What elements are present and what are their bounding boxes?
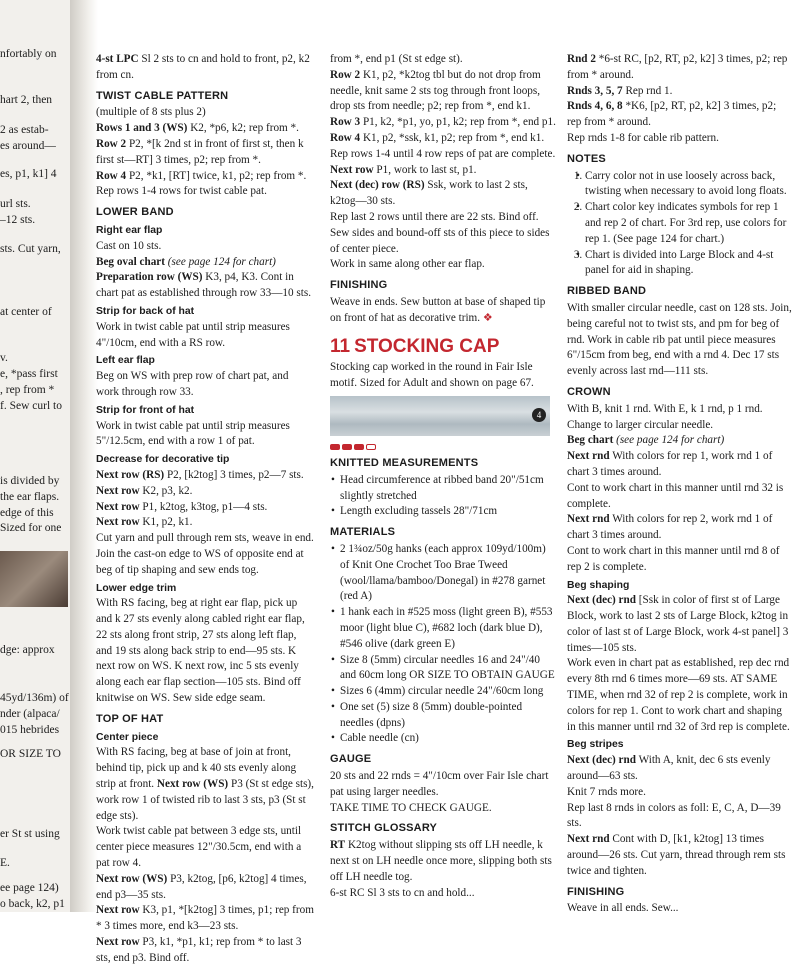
prev-line: OR SIZE TO [0, 748, 61, 760]
page-badge-icon: 4 [532, 408, 546, 422]
end-mark-icon: ❖ [482, 311, 493, 324]
paragraph: Next row K3, p1, *[k2tog] 3 times, p1; rep from * 3 times more, end k3—23 sts. [96, 904, 314, 933]
notes-list [567, 169, 793, 280]
paragraph: With smaller circular needle, cast on 128 sts. Join, being careful not to twist sts, and pm for beg of rnd. Work in cable rib pat until piece measures 6"/15cm from beg, end with a rnd 4. Dec 17 sts evenly across last rnd—111 sts. [567, 301, 792, 378]
paragraph: Next row K2, p3, k2. [96, 484, 193, 497]
measurements-list [330, 473, 556, 520]
paragraph: Next row P1, work to last st, p1. [330, 163, 477, 176]
prev-line: ee page 124) [0, 882, 59, 894]
section-heading: TWIST CABLE PATTERN [96, 89, 229, 102]
prev-line: dge: approx [0, 644, 55, 656]
paragraph: Next rnd Cont with D, [k1, k2tog] 13 times around—26 sts. Cut yarn, thread through rem sts twice and tighten. [567, 833, 786, 877]
paragraph: Next rnd With colors for rep 2, work rnd 1 of chart 3 times around. [567, 513, 773, 542]
list-item: • Head circumference at ribbed band 20"/51cm slightly stretched [340, 473, 556, 505]
paragraph: Beg on WS with prep row of chart pat, and work through row 33. [96, 370, 289, 398]
paragraph: Next rnd With colors for rep 1, work rnd 1 of chart 3 times around. [567, 450, 773, 478]
prev-line: sts. Cut yarn, [0, 243, 61, 255]
sub-heading: Right ear flap [96, 224, 163, 236]
list-item: • 2. Chart color key indicates symbols for rep 1 and rep 2 of chart. For 3rd rep, use colors for rep 1. (See page 124 for chart.) [585, 200, 793, 247]
list-item: • 1. Carry color not in use loosely across back, twisting when necessary to avoid long floats. [585, 169, 793, 201]
list-item: • 2 1¾oz/50g hanks (each approx 109yd/100m) of Knit One Crochet Too Brae Tweed (wool/llama/bamboo/Donegal) in #278 garnet (red A) [340, 542, 556, 605]
sub-heading: Left ear flap [96, 355, 155, 367]
paragraph: Row 4 P2, *k1, [RT] twice, k1, p2; rep from *. Rep rows 1-4 rows for twist cable pat. [96, 169, 307, 198]
paragraph: Weave in ends. Sew button at base of shaped tip on front of hat as decorative trim. ❖ [330, 295, 546, 324]
prev-line: o back, k2, p1 [0, 898, 65, 910]
prev-line: , rep from * [0, 384, 55, 396]
section-heading: STITCH GLOSSARY [330, 822, 438, 835]
prev-line: nfortably on [0, 48, 57, 60]
pattern-photo [330, 396, 550, 436]
paragraph: Next row (WS) P3, k2tog, [p6, k2tog] 4 times, end p3—35 sts. [96, 872, 307, 901]
prev-line: 015 hebrides [0, 724, 60, 736]
column-3 [567, 52, 793, 917]
paragraph: Row 2 K1, p2, *k2tog tbl but do not drop from needle, knit same 2 sts tog through front loops, drop sts from needle; p2; rep from *, end k1. [330, 68, 541, 113]
prev-line: 45yd/136m) of [0, 692, 69, 704]
paragraph: Stocking cap worked in the round in Fair Isle motif. Sized for Adult and shown on page 67. [330, 361, 534, 390]
paragraph: Work in twist cable pat until strip measures 5"/12.5cm, end with a row 1 of pat. [96, 419, 290, 448]
paragraph: from *, end p1 (St st edge st). [330, 53, 463, 65]
materials-list [330, 542, 556, 747]
prev-photo [0, 551, 68, 607]
prev-line: the ear flaps. [0, 491, 60, 503]
paragraph: 6-st RC Sl 3 sts to cn and hold... [330, 886, 475, 899]
list-item: • Length excluding tassels 28"/71cm [340, 504, 556, 520]
skill-level-icon [330, 444, 556, 450]
paragraph: (multiple of 8 sts plus 2) [96, 106, 206, 119]
paragraph: Cont to work chart in this manner until rnd 32 is complete. [567, 481, 784, 510]
paragraph: Rep rnds 1-8 for cable rib pattern. [567, 131, 719, 144]
paragraph: Work twist cable pat between 3 edge sts, until center piece measures 12"/30.5cm, end with a pat row 4. [96, 825, 302, 870]
section-heading: FINISHING [330, 279, 388, 292]
paragraph: Next (dec) row (RS) Ssk, work to last 2 sts, k2tog—30 sts. [330, 179, 528, 208]
previous-page-edge [0, 0, 70, 912]
sub-heading: Strip for front of hat [96, 404, 195, 416]
section-heading: RIBBED BAND [567, 285, 647, 298]
paragraph: Rep last 2 rows until there are 22 sts. Bind off. Sew sides and bound-off sts of this piece to sides of center piece. [330, 210, 550, 255]
prev-line: v. [0, 352, 8, 364]
pattern-title: 11 STOCKING CAP [330, 335, 500, 357]
column-1 [96, 52, 314, 967]
column-2 [330, 52, 556, 901]
prev-line: edge of this [0, 507, 54, 519]
paragraph: 4-st LPC Sl 2 sts to cn and hold to front, p2, k2 from cn. [96, 53, 310, 81]
prev-line: hart 2, then [0, 94, 53, 106]
paragraph: Rows 1 and 3 (WS) K2, *p6, k2; rep from *. [96, 122, 299, 135]
paragraph: Work even in chart pat as established, rep dec rnd every 8th rnd 6 times more—69 sts. AT SAME TIME, when rnd 32 of rep 2 is complete, work in colors for rep 1. Cont to work chart and shaping in this manner until rnd 32 of 3rd rep is complete. [567, 657, 790, 733]
paragraph: With RS facing, beg at base of join at front, behind tip, pick up and k 40 sts evenly along strip at front. Next row (WS) P3 (St st edge sts), work row 1 of twisted rib to last 3 sts, p3 (St st edge sts). [96, 746, 314, 822]
paragraph: Cast on 10 sts. [96, 239, 162, 252]
paragraph: Next row P1, k2tog, k3tog, p1—4 sts. [96, 500, 268, 513]
paragraph: Rnds 4, 6, 8 *K6, [p2, RT, p2, k2] 3 times, p2; rep from * around. [567, 100, 777, 129]
prev-line: –12 sts. [0, 214, 36, 226]
list-item: • One set (5) size 8 (5mm) double-pointed needles (dpns) [340, 700, 556, 732]
prev-line: 2 as estab- [0, 124, 49, 136]
prev-line: nder (alpaca/ [0, 708, 60, 720]
section-heading: TOP OF HAT [96, 712, 164, 725]
section-heading: MATERIALS [330, 526, 396, 539]
paragraph: 20 sts and 22 rnds = 4"/10cm over Fair Isle chart pat using larger needles. [330, 770, 549, 798]
paragraph: Next row (RS) P2, [k2tog] 3 times, p2—7 sts. [96, 468, 304, 481]
list-item: • Size 8 (5mm) circular needles 16 and 24"/40 and 60cm long OR SIZE TO OBTAIN GAUGE [340, 653, 556, 685]
section-heading: CROWN [567, 385, 611, 398]
prev-line: is divided by [0, 475, 60, 487]
sub-heading: Lower edge trim [96, 582, 177, 594]
page-gutter [70, 0, 98, 912]
paragraph: Row 3 P1, k2, *p1, yo, p1, k2; rep from *, end p1. [330, 116, 556, 129]
section-heading: NOTES [567, 152, 606, 165]
prev-line: es, p1, k1] 4 [0, 168, 57, 180]
prev-line: f. Sew curl to [0, 400, 62, 412]
paragraph: Cut yarn and pull through rem sts, weave in end. Join the cast-on edge to WS of opposite end at beg of tip shaping and sew ends tog. [96, 532, 314, 576]
prev-line: es around— [0, 140, 56, 152]
list-item: • 1 hank each in #525 moss (light green B), #553 moor (light blue C), #682 loch (dark blue D), #546 olive (dark green E) [340, 605, 556, 652]
prev-line: Sized for one [0, 522, 62, 534]
paragraph: Next (dec) rnd With A, knit, dec 6 sts evenly around—63 sts. [567, 754, 771, 783]
section-heading: LOWER BAND [96, 206, 174, 219]
paragraph: Rep last 8 rnds in colors as foll: E, C, A, D—39 sts. [567, 801, 781, 830]
paragraph: Rnds 3, 5, 7 Rep rnd 1. [567, 84, 673, 97]
sub-heading: Beg stripes [567, 739, 624, 751]
paragraph: Next row P3, k1, *p1, k1; rep from * to last 3 sts, end p3. Bind off. [96, 936, 302, 964]
sub-heading: Decrease for decorative tip [96, 454, 230, 466]
list-item: • 3. Chart is divided into Large Block and 4-st panel for aid in shaping. [585, 248, 793, 280]
paragraph: Rnd 2 *6-st RC, [p2, RT, p2, k2] 3 times, p2; rep from * around. [567, 53, 788, 81]
section-heading: GAUGE [330, 753, 372, 766]
sub-heading: Strip for back of hat [96, 305, 195, 317]
paragraph: Next row K1, p2, k1. [96, 516, 193, 529]
paragraph: Beg chart (see page 124 for chart) [567, 434, 725, 447]
paragraph: Cont to work chart in this manner until rnd 8 of rep 2 is complete. [567, 544, 780, 573]
paragraph: With B, knit 1 rnd. With E, k 1 rnd, p 1 rnd. Change to larger circular needle. [567, 402, 763, 431]
paragraph: RT K2tog without slipping sts off LH needle, k next st on LH needle once more, slipping both sts off LH needle tog. [330, 839, 552, 883]
paragraph: Row 4 K1, p2, *ssk, k1, p2; rep from *, end k1. Rep rows 1-4 until 4 row reps of pat are complete. [330, 131, 556, 160]
paragraph: Row 2 P2, *[k 2nd st in front of first st, then k first st—RT] 3 times, p2; rep from *. [96, 137, 304, 166]
paragraph: TAKE TIME TO CHECK GAUGE. [330, 801, 492, 814]
prev-line: at center of [0, 306, 52, 318]
list-item: • Sizes 6 (4mm) circular needle 24"/60cm long [340, 684, 556, 700]
sub-heading: Beg shaping [567, 579, 630, 591]
prev-line: er St st using [0, 828, 60, 840]
sub-heading: Center piece [96, 731, 159, 743]
paragraph: With RS facing, beg at right ear flap, pick up and k 27 sts evenly along cabled right ear flap, 22 sts along front strip, 27 sts along left flap, and 19 sts along back strip to end—95 sts. K next row on WS. K next row, inc 5 sts evenly along each ear flap section—105 sts. Bind off knitwise on WS. Sew side edge seam. [96, 597, 305, 705]
paragraph: Weave in all ends. Sew... [567, 902, 679, 915]
prev-line: E. [0, 857, 10, 869]
list-item: • Cable needle (cn) [340, 731, 556, 747]
paragraph: Beg oval chart (see page 124 for chart) [96, 255, 276, 268]
section-heading: FINISHING [567, 885, 625, 898]
prev-line: e, *pass first [0, 368, 58, 380]
paragraph: Preparation row (WS) K3, p4, K3. Cont in chart pat as established through row 33—10 sts. [96, 271, 312, 300]
section-heading: KNITTED MEASUREMENTS [330, 456, 479, 469]
prev-line: url sts. [0, 198, 31, 210]
paragraph: Work in twist cable pat until strip measures 4"/10cm, end with a RS row. [96, 320, 290, 349]
paragraph: Next (dec) rnd [Ssk in color of first st of Large Block, work to last 2 sts of Large Block, k2tog in color of last st of Large Block, work 4-st panel] 3 times—105 sts. [567, 594, 789, 654]
paragraph: Work in same along other ear flap. [330, 258, 485, 271]
paragraph: Knit 7 rnds more. [567, 785, 646, 798]
